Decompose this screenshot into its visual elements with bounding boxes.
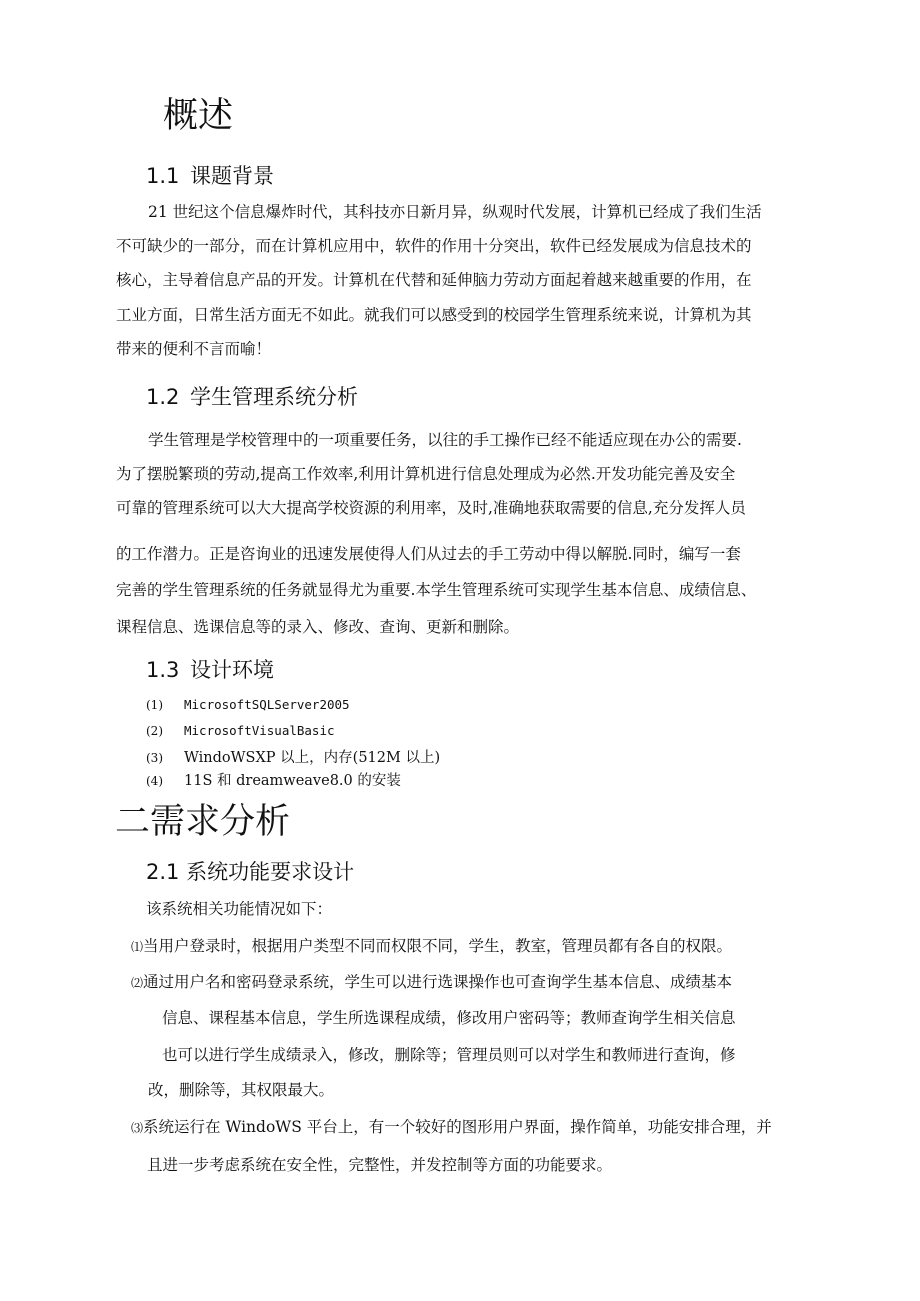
- item-text: MicrosoftSQLServer2005: [184, 697, 350, 712]
- item-text: WindoWSXP 以上，内存(512M 以上): [184, 750, 441, 766]
- paragraph-line: 为了摆脱繁琐的劳动,提高工作效率,利用计算机进行信息处理成为必然.开发功能完善及安全: [116, 465, 736, 483]
- paragraph-line: 21 世纪这个信息爆炸时代，其科技亦日新月异，纵观时代发展，计算机已经成了我们生活: [148, 203, 762, 221]
- section-heading-1-1: [146, 163, 274, 189]
- item-marker: ⑴: [131, 940, 144, 954]
- environment-item: [146, 772, 401, 790]
- item-continuation: 也可以进行学生成绩录入，修改，删除等；管理员则可以对学生和教师进行查询，修: [162, 1046, 736, 1064]
- environment-item: [146, 696, 350, 714]
- section-number: 1.1: [146, 164, 180, 188]
- intro-text: 该系统相关功能情况如下：: [146, 900, 333, 918]
- section-title: 课题背景: [190, 164, 274, 188]
- environment-item: [146, 749, 440, 767]
- item-text: MicrosoftVisualBasic: [184, 723, 335, 738]
- section-title: 设计环境: [190, 658, 274, 682]
- item-continuation: 改，删除等，其权限最大。: [148, 1081, 335, 1099]
- item-text: 系统运行在 WindoWS 平台上，有一个较好的图形用户界面，操作简单，功能安排合理，并: [143, 1118, 772, 1136]
- requirement-item-1: [131, 936, 732, 957]
- paragraph-line: 完善的学生管理系统的任务就显得尤为重要.本学生管理系统可实现学生基本信息、成绩信息、: [116, 581, 757, 599]
- section-title: 学生管理系统分析: [190, 385, 358, 409]
- item-continuation: 且进一步考虑系统在安全性，完整性，并发控制等方面的功能要求。: [147, 1156, 613, 1174]
- paragraph-line: 学生管理是学校管理中的一项重要任务，以往的手工操作已经不能适应现在办公的需要.: [148, 431, 742, 449]
- requirement-item-3: [131, 1117, 772, 1138]
- item-marker: (4): [146, 774, 163, 788]
- item-marker: (3): [146, 751, 163, 765]
- item-marker: (1): [146, 698, 163, 712]
- section-number: 1.3: [146, 658, 180, 682]
- item-text: 通过用户名和密码登录系统，学生可以进行选课操作也可查询学生基本信息、成绩基本: [143, 973, 733, 991]
- section-heading-1-3: [146, 657, 274, 683]
- paragraph-line: 核心，主导着信息产品的开发。计算机在代替和延伸脑力劳动方面起着越来越重要的作用，在: [116, 271, 752, 289]
- paragraph-line: 可靠的管理系统可以大大提高学校资源的利用率，及时,准确地获取需要的信息,充分发挥人员: [116, 499, 746, 517]
- section-number: 1.2: [146, 385, 180, 409]
- paragraph-line: 不可缺少的一部分，而在计算机应用中，软件的作用十分突出，软件已经发展成为信息技术的: [116, 237, 752, 255]
- section-heading-1-2: [146, 384, 358, 410]
- chapter-title-requirements: 二需求分析: [115, 802, 291, 842]
- environment-item: [146, 722, 335, 740]
- requirement-item-2: [131, 972, 732, 993]
- item-text: 当用户登录时，根据用户类型不同而权限不同，学生，教室，管理员都有各自的权限。: [143, 937, 733, 955]
- paragraph-line: 工业方面，日常生活方面无不如此。就我们可以感受到的校园学生管理系统来说，计算机为其: [116, 306, 752, 324]
- item-text: 11S 和 dreamweave8.0 的安装: [184, 773, 401, 789]
- section-heading-2-1: 2.1 系统功能要求设计: [146, 860, 355, 884]
- item-continuation: 信息、课程基本信息，学生所选课程成绩，修改用户密码等；教师查询学生相关信息: [162, 1009, 736, 1027]
- item-marker: ⑶: [131, 1121, 144, 1135]
- paragraph-line: 带来的便利不言而喻！: [116, 340, 272, 358]
- paragraph-line: 的工作潜力。正是咨询业的迅速发展使得人们从过去的手工劳动中得以解脱.同时，编写一套: [116, 545, 741, 563]
- chapter-title-overview: 概述: [163, 96, 234, 136]
- item-marker: (2): [146, 724, 163, 738]
- item-marker: ⑵: [131, 976, 144, 990]
- paragraph-line: 课程信息、选课信息等的录入、修改、查询、更新和删除。: [116, 618, 520, 636]
